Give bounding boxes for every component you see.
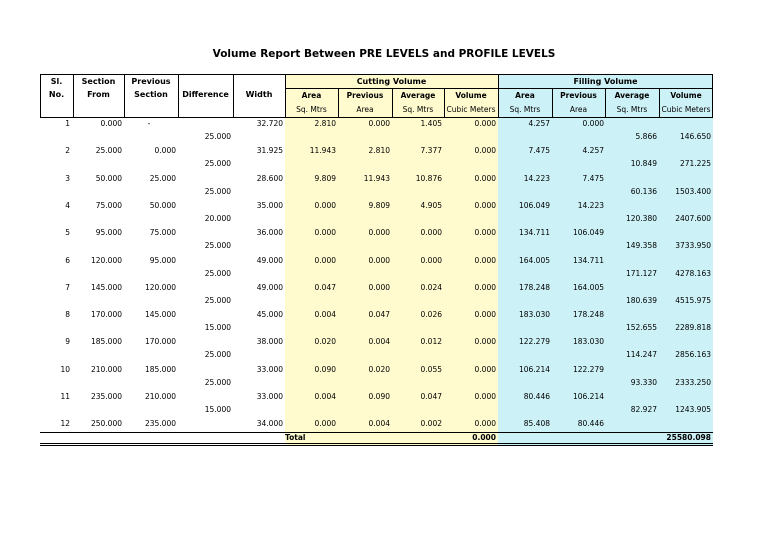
sub-header-filling-l2: Sq. Mtrs bbox=[509, 105, 541, 114]
cell-from: 210.000 bbox=[90, 365, 122, 374]
totals-bottom-border-double bbox=[40, 445, 713, 446]
cell-c-avg: 0.000 bbox=[420, 228, 442, 237]
cell-c-prev: 11.943 bbox=[363, 174, 390, 183]
cell-width: 32.720 bbox=[256, 119, 283, 128]
cell-f-vol: 1503.400 bbox=[675, 187, 711, 196]
cell-f-area: 106.214 bbox=[518, 365, 550, 374]
cell-f-area: 4.257 bbox=[528, 119, 550, 128]
cell-c-prev: 0.000 bbox=[368, 256, 390, 265]
cell-sl: 12 bbox=[60, 419, 70, 428]
cell-c-vol: 0.000 bbox=[474, 419, 496, 428]
cell-width: 28.600 bbox=[256, 174, 283, 183]
cell-diff: 25.000 bbox=[204, 296, 231, 305]
cell-f-avg: 149.358 bbox=[625, 241, 657, 250]
sub-header-filling-l2: Sq. Mtrs bbox=[616, 105, 648, 114]
cell-f-vol: 2333.250 bbox=[675, 378, 711, 387]
totals-label: Total bbox=[285, 433, 306, 442]
cell-sl: 3 bbox=[65, 174, 70, 183]
cell-c-avg: 10.876 bbox=[415, 174, 442, 183]
cell-width: 34.000 bbox=[256, 419, 283, 428]
cell-c-avg: 0.002 bbox=[420, 419, 442, 428]
sub-header-cutting-l2: Sq. Mtrs bbox=[296, 105, 327, 114]
cell-sl: 9 bbox=[65, 337, 70, 346]
cell-c-area: 0.047 bbox=[314, 283, 336, 292]
cell-c-avg: 0.047 bbox=[420, 392, 442, 401]
cell-c-vol: 0.000 bbox=[474, 201, 496, 210]
cell-prev: 50.000 bbox=[149, 201, 176, 210]
cell-c-avg: 1.405 bbox=[420, 119, 442, 128]
cell-f-avg: 180.639 bbox=[625, 296, 657, 305]
cell-prev: 0.000 bbox=[154, 146, 176, 155]
sub-header-filling-l2: Cubic Meters bbox=[661, 105, 711, 114]
sub-header-filling-l1: Previous bbox=[560, 91, 597, 100]
cell-f-area: 134.711 bbox=[518, 228, 550, 237]
cell-from: 170.000 bbox=[90, 310, 122, 319]
cell-f-avg: 114.247 bbox=[625, 350, 657, 359]
cell-width: 45.000 bbox=[256, 310, 283, 319]
cell-c-area: 0.020 bbox=[314, 337, 336, 346]
cell-f-prev: 80.446 bbox=[577, 419, 604, 428]
cell-c-area: 0.000 bbox=[314, 419, 336, 428]
cell-width: 38.000 bbox=[256, 337, 283, 346]
cell-diff: 25.000 bbox=[204, 241, 231, 250]
cell-f-avg: 171.127 bbox=[625, 269, 657, 278]
cell-prev: 185.000 bbox=[144, 365, 176, 374]
cell-f-avg: 60.136 bbox=[630, 187, 657, 196]
sub-header-cutting-l1: Volume bbox=[455, 91, 487, 100]
cell-sl: 8 bbox=[65, 310, 70, 319]
cell-f-area: 85.408 bbox=[523, 419, 550, 428]
cell-f-avg: 10.849 bbox=[630, 159, 657, 168]
cell-c-vol: 0.000 bbox=[474, 228, 496, 237]
cell-c-vol: 0.000 bbox=[474, 256, 496, 265]
sub-header-filling-l1: Area bbox=[515, 91, 535, 100]
cell-c-avg: 0.012 bbox=[420, 337, 442, 346]
cell-f-prev: 122.279 bbox=[572, 365, 604, 374]
cell-from: 0.000 bbox=[100, 119, 122, 128]
cell-f-vol: 146.650 bbox=[679, 132, 711, 141]
totals-cutting-volume: 0.000 bbox=[472, 433, 496, 442]
header-width: Width bbox=[245, 90, 273, 99]
cell-c-vol: 0.000 bbox=[474, 174, 496, 183]
sub-header-filling-l1: Volume bbox=[670, 91, 702, 100]
cell-c-vol: 0.000 bbox=[474, 310, 496, 319]
cell-c-prev: 9.809 bbox=[368, 201, 390, 210]
cell-width: 33.000 bbox=[256, 392, 283, 401]
sub-header-filling-l1: Average bbox=[614, 91, 650, 100]
cell-c-vol: 0.000 bbox=[474, 146, 496, 155]
cell-from: 120.000 bbox=[90, 256, 122, 265]
cell-f-prev: 164.005 bbox=[572, 283, 604, 292]
cell-f-vol: 2289.818 bbox=[675, 323, 711, 332]
cell-from: 185.000 bbox=[90, 337, 122, 346]
cell-f-prev: 183.030 bbox=[572, 337, 604, 346]
cell-diff: 25.000 bbox=[204, 350, 231, 359]
header-bottom-border bbox=[40, 117, 713, 118]
cell-c-vol: 0.000 bbox=[474, 365, 496, 374]
cell-from: 235.000 bbox=[90, 392, 122, 401]
cell-f-vol: 271.225 bbox=[679, 159, 711, 168]
cell-from: 50.000 bbox=[95, 174, 122, 183]
cell-sl: 1 bbox=[65, 119, 70, 128]
cell-diff: 15.000 bbox=[204, 323, 231, 332]
sub-header-cutting-l2: Cubic Meters bbox=[446, 105, 496, 114]
cell-c-area: 0.000 bbox=[314, 256, 336, 265]
cell-c-avg: 0.055 bbox=[420, 365, 442, 374]
cell-f-prev: 106.214 bbox=[572, 392, 604, 401]
cell-diff: 15.000 bbox=[204, 405, 231, 414]
cell-c-prev: 0.000 bbox=[368, 119, 390, 128]
cell-c-prev: 0.020 bbox=[368, 365, 390, 374]
cell-diff: 25.000 bbox=[204, 132, 231, 141]
cell-f-avg: 82.927 bbox=[630, 405, 657, 414]
cell-prev: 210.000 bbox=[144, 392, 176, 401]
cell-f-area: 80.446 bbox=[523, 392, 550, 401]
cell-f-area: 178.248 bbox=[518, 283, 550, 292]
cell-f-prev: 134.711 bbox=[572, 256, 604, 265]
cell-diff: 25.000 bbox=[204, 378, 231, 387]
sub-header-cutting-l1: Area bbox=[301, 91, 322, 100]
cell-prev: - bbox=[147, 119, 151, 128]
header-previous-section-line1: Previous bbox=[131, 77, 171, 86]
report-title: Volume Report Between PRE LEVELS and PROFILE LEVELS bbox=[212, 48, 556, 60]
cell-f-avg: 120.380 bbox=[625, 214, 657, 223]
cell-c-area: 0.004 bbox=[314, 310, 336, 319]
cell-c-area: 0.004 bbox=[314, 392, 336, 401]
cell-width: 49.000 bbox=[256, 283, 283, 292]
cell-f-vol: 2856.163 bbox=[675, 350, 711, 359]
header-cutting-volume: Cutting Volume bbox=[356, 77, 427, 86]
cell-prev: 145.000 bbox=[144, 310, 176, 319]
cell-f-avg: 93.330 bbox=[630, 378, 657, 387]
cell-c-area: 0.000 bbox=[314, 228, 336, 237]
cell-c-avg: 4.905 bbox=[420, 201, 442, 210]
cell-f-vol: 4515.975 bbox=[675, 296, 711, 305]
sub-header-cutting-l2: Area bbox=[356, 105, 374, 114]
cell-diff: 25.000 bbox=[204, 187, 231, 196]
cell-c-area: 9.809 bbox=[314, 174, 336, 183]
cell-c-area: 11.943 bbox=[309, 146, 336, 155]
cell-f-area: 183.030 bbox=[518, 310, 550, 319]
cell-c-vol: 0.000 bbox=[474, 392, 496, 401]
cell-diff: 20.000 bbox=[204, 214, 231, 223]
cell-sl: 5 bbox=[65, 228, 70, 237]
cell-width: 31.925 bbox=[256, 146, 283, 155]
cell-from: 25.000 bbox=[95, 146, 122, 155]
cell-diff: 25.000 bbox=[204, 269, 231, 278]
header-top-border bbox=[40, 74, 713, 75]
sub-header-cutting-l1: Previous bbox=[346, 91, 384, 100]
cell-f-vol: 4278.163 bbox=[675, 269, 711, 278]
cell-c-avg: 7.377 bbox=[420, 146, 442, 155]
cell-f-prev: 178.248 bbox=[572, 310, 604, 319]
cell-c-prev: 0.047 bbox=[368, 310, 390, 319]
cell-f-area: 122.279 bbox=[518, 337, 550, 346]
cell-f-prev: 7.475 bbox=[582, 174, 604, 183]
cell-c-avg: 0.024 bbox=[420, 283, 442, 292]
totals-top-border bbox=[40, 432, 713, 433]
cell-c-prev: 0.000 bbox=[368, 228, 390, 237]
cell-c-avg: 0.000 bbox=[420, 256, 442, 265]
cell-f-avg: 152.655 bbox=[625, 323, 657, 332]
header-sl-no-line1: Sl. bbox=[50, 77, 63, 86]
cell-f-area: 106.049 bbox=[518, 201, 550, 210]
cell-from: 75.000 bbox=[95, 201, 122, 210]
cell-c-avg: 0.026 bbox=[420, 310, 442, 319]
cell-sl: 2 bbox=[65, 146, 70, 155]
cell-c-prev: 0.000 bbox=[368, 283, 390, 292]
cell-f-vol: 3733.950 bbox=[675, 241, 711, 250]
cell-f-area: 7.475 bbox=[528, 146, 550, 155]
cell-from: 145.000 bbox=[90, 283, 122, 292]
cell-sl: 11 bbox=[60, 392, 70, 401]
cell-f-prev: 0.000 bbox=[582, 119, 604, 128]
cell-prev: 235.000 bbox=[144, 419, 176, 428]
cell-f-area: 164.005 bbox=[518, 256, 550, 265]
cell-f-avg: 5.866 bbox=[635, 132, 657, 141]
cell-f-area: 14.223 bbox=[523, 174, 550, 183]
cell-c-prev: 2.810 bbox=[368, 146, 390, 155]
sub-header-cutting-l2: Sq. Mtrs bbox=[402, 105, 434, 114]
cell-width: 36.000 bbox=[256, 228, 283, 237]
cell-prev: 120.000 bbox=[144, 283, 176, 292]
cell-c-area: 0.090 bbox=[314, 365, 336, 374]
header-section-from-line1: Section bbox=[81, 77, 116, 86]
cell-f-prev: 4.257 bbox=[582, 146, 604, 155]
cell-f-vol: 1243.905 bbox=[675, 405, 711, 414]
cell-width: 49.000 bbox=[256, 256, 283, 265]
cell-f-prev: 106.049 bbox=[572, 228, 604, 237]
cell-prev: 75.000 bbox=[149, 228, 176, 237]
cell-c-vol: 0.000 bbox=[474, 119, 496, 128]
cell-f-prev: 14.223 bbox=[577, 201, 604, 210]
cell-prev: 95.000 bbox=[149, 256, 176, 265]
cell-prev: 170.000 bbox=[144, 337, 176, 346]
cell-width: 35.000 bbox=[256, 201, 283, 210]
sub-header-filling-l2: Area bbox=[569, 105, 588, 114]
totals-filling-volume: 25580.098 bbox=[666, 433, 711, 442]
cell-from: 95.000 bbox=[95, 228, 122, 237]
cell-f-vol: 2407.600 bbox=[675, 214, 711, 223]
header-difference: Difference bbox=[182, 90, 229, 99]
cell-width: 33.000 bbox=[256, 365, 283, 374]
cell-c-area: 2.810 bbox=[314, 119, 336, 128]
header-sl-no-line2: No. bbox=[48, 90, 65, 99]
cell-c-area: 0.000 bbox=[314, 201, 336, 210]
header-section-from-line2: From bbox=[87, 90, 110, 99]
cell-prev: 25.000 bbox=[149, 174, 176, 183]
cell-c-prev: 0.004 bbox=[368, 419, 390, 428]
header-sub-border bbox=[285, 88, 713, 89]
cell-c-prev: 0.090 bbox=[368, 392, 390, 401]
totals-bottom-border bbox=[40, 443, 713, 444]
cell-c-vol: 0.000 bbox=[474, 283, 496, 292]
header-filling-volume: Filling Volume bbox=[573, 77, 638, 86]
cell-c-prev: 0.004 bbox=[368, 337, 390, 346]
cell-sl: 7 bbox=[65, 283, 70, 292]
header-previous-section-line2: Section bbox=[134, 90, 168, 99]
cell-diff: 25.000 bbox=[204, 159, 231, 168]
cell-sl: 10 bbox=[60, 365, 70, 374]
cell-sl: 6 bbox=[65, 256, 70, 265]
cell-sl: 4 bbox=[65, 201, 70, 210]
cell-from: 250.000 bbox=[90, 419, 122, 428]
cell-c-vol: 0.000 bbox=[474, 337, 496, 346]
sub-header-cutting-l1: Average bbox=[400, 91, 436, 100]
